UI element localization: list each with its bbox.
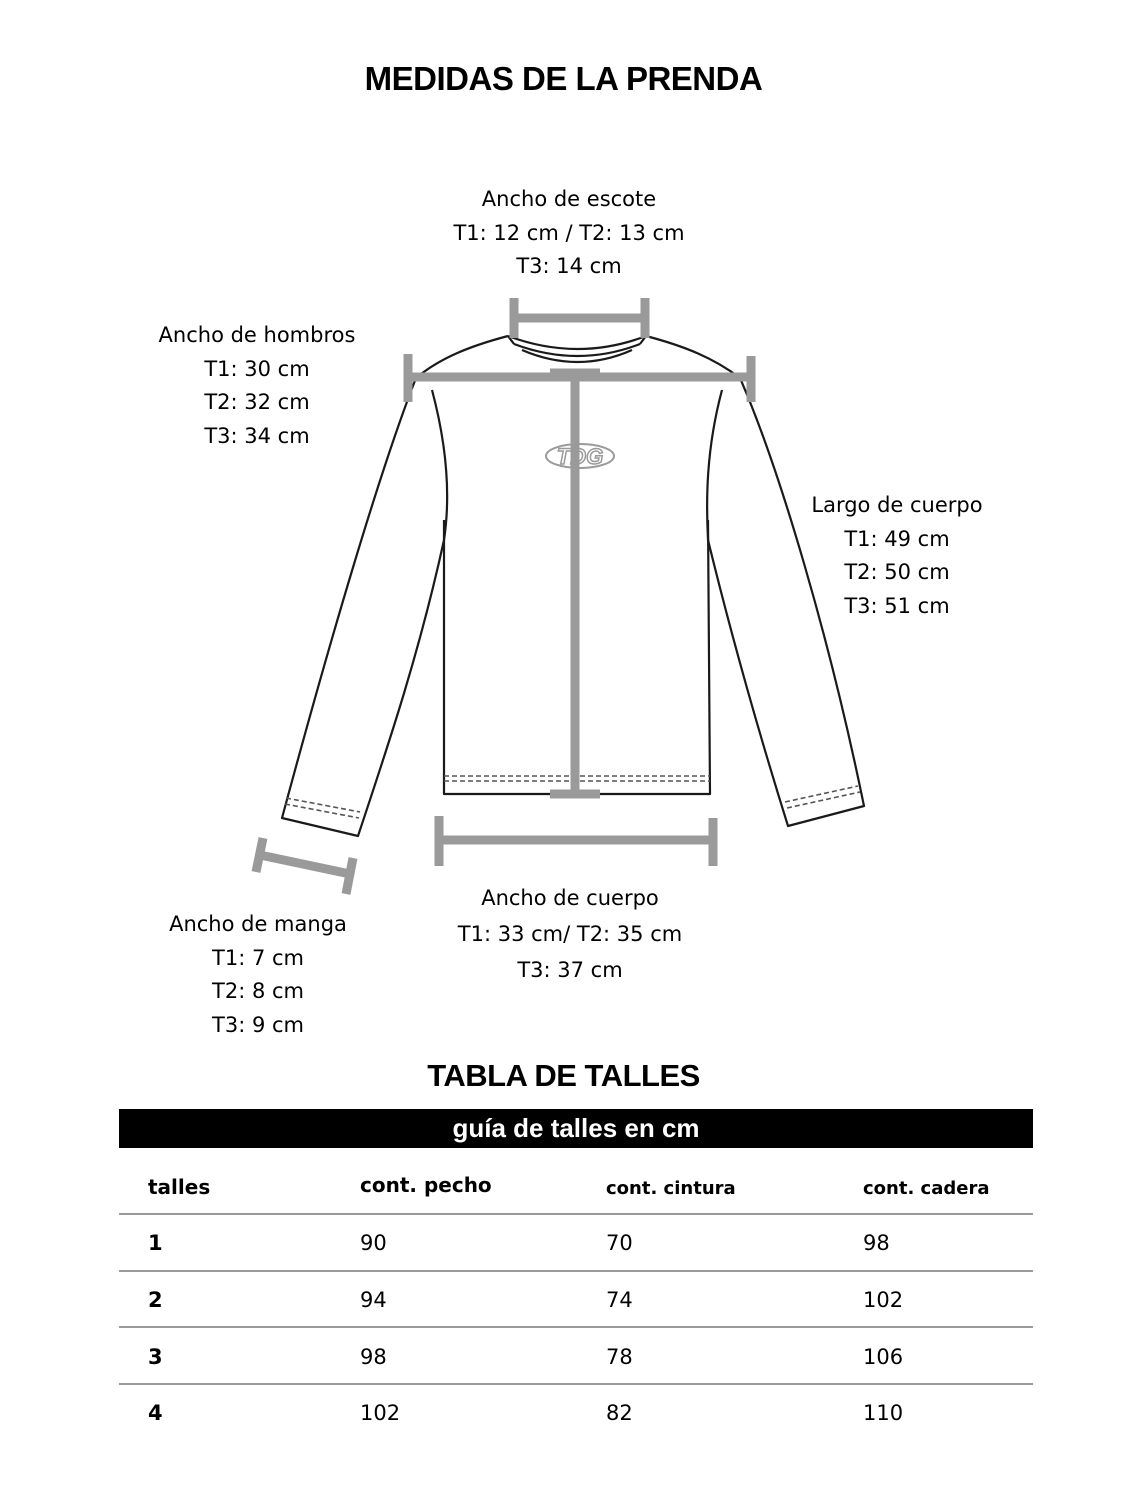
measure-value: T3: 9 cm [212,1012,304,1037]
size-table-subtitle: guía de talles en cm [119,1109,1033,1148]
table-cell: 110 [863,1401,904,1425]
measure-value: T3: 37 cm [517,958,623,982]
measure-body-length [787,489,1007,623]
table-cell: 1 [148,1231,163,1255]
row-divider [119,1270,1033,1272]
table-cell: 98 [360,1345,387,1369]
measure-value: T1: 12 cm / T2: 13 cm [453,220,685,245]
table-cell: 74 [606,1288,633,1312]
measure-neck-width [429,183,709,284]
table-cell: 70 [606,1231,633,1255]
table-cell: 78 [606,1345,633,1369]
measure-value: T1: 33 cm/ T2: 35 cm [457,922,683,946]
measure-value: T2: 8 cm [212,979,304,1003]
measure-value: T3: 14 cm [516,254,622,278]
measure-label: Ancho de hombros [158,323,356,347]
measure-shoulder-width [137,319,377,453]
measure-label: Ancho de escote [481,187,657,211]
table-cell: 106 [863,1345,904,1369]
table-cell: 102 [360,1401,401,1425]
page-title: MEDIDAS DE LA PRENDA [364,60,763,97]
measure-label: Largo de cuerpo [811,493,983,517]
measure-label: Ancho de cuerpo [481,886,659,910]
measure-value: T2: 50 cm [844,560,950,584]
size-table-title: TABLA DE TALLES [427,1058,700,1093]
column-header-cadera: cont. cadera [863,1178,990,1199]
table-cell: 2 [148,1288,163,1312]
measure-value: T3: 51 cm [844,593,950,618]
table-cell: 94 [360,1288,387,1312]
measure-value: T1: 7 cm [212,945,304,970]
logo-text: TDG [556,444,604,469]
measure-value: T1: 49 cm [844,526,950,551]
measure-label: Ancho de manga [169,912,347,936]
row-divider [119,1326,1033,1328]
table-cell: 82 [606,1401,633,1425]
measure-sleeve-width [148,908,368,1042]
table-cell: 3 [148,1345,163,1369]
column-header-pecho: cont. pecho [360,1173,492,1197]
column-header-talles: talles [148,1175,211,1199]
row-divider [119,1383,1033,1385]
measure-value: T3: 34 cm [204,423,310,448]
row-divider [119,1213,1033,1215]
shirt-logo [546,444,614,469]
table-cell: 98 [863,1231,890,1255]
measure-value: T2: 32 cm [204,390,310,414]
table-cell: 90 [360,1231,387,1255]
measure-body-width [420,880,720,988]
column-header-cintura: cont. cintura [606,1178,736,1199]
table-cell: 4 [148,1401,163,1425]
measure-value: T1: 30 cm [204,356,310,381]
table-cell: 102 [863,1288,904,1312]
